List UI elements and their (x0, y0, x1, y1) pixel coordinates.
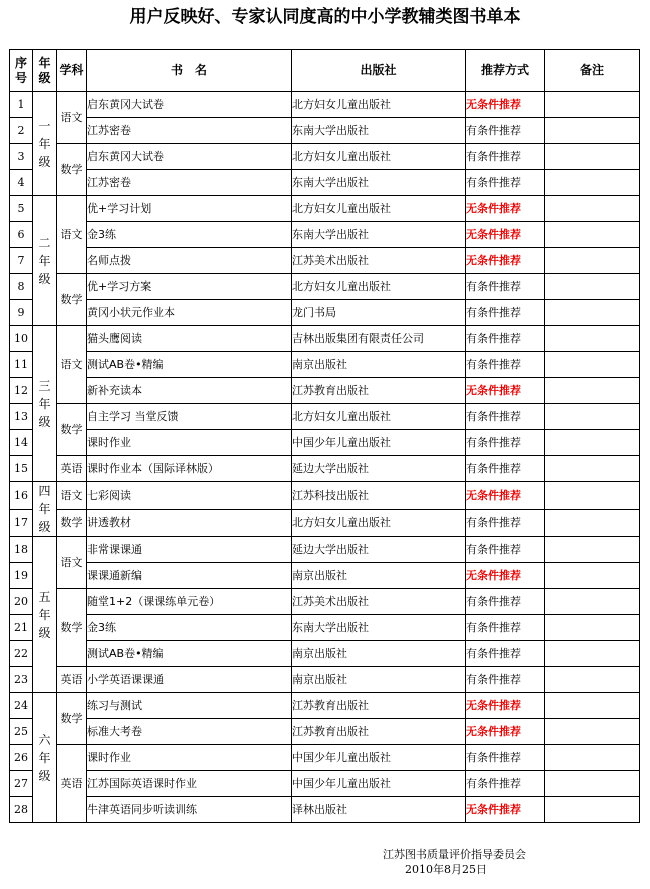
row-num: 3 (10, 144, 33, 170)
row-num: 22 (10, 641, 33, 667)
recommend-cell: 有条件推荐 (466, 771, 545, 797)
note-cell (545, 771, 640, 797)
table-row (10, 274, 640, 300)
table-row (10, 196, 640, 222)
note-cell (545, 719, 640, 745)
book-title: 标准大考卷 (87, 719, 292, 745)
table-row (10, 300, 640, 326)
header-subject: 学科 (57, 50, 87, 92)
publisher-cell: 北方妇女儿童出版社 (292, 509, 466, 537)
recommend-cell: 无条件推荐 (466, 693, 545, 719)
row-num: 14 (10, 430, 33, 456)
note-cell (545, 300, 640, 326)
table-row (10, 509, 640, 537)
header-book: 书 名 (87, 50, 292, 92)
row-num: 7 (10, 248, 33, 274)
recommend-cell: 无条件推荐 (466, 482, 545, 510)
row-num: 23 (10, 667, 33, 693)
header-num: 序号 (10, 50, 33, 92)
recommend-cell: 有条件推荐 (466, 326, 545, 352)
row-num: 6 (10, 222, 33, 248)
table-row (10, 693, 640, 719)
table-row (10, 404, 640, 430)
grade-cell: 一年级 (33, 92, 57, 196)
row-num: 19 (10, 563, 33, 589)
table-row (10, 248, 640, 274)
table-row (10, 589, 640, 615)
table-row (10, 352, 640, 378)
row-num: 26 (10, 745, 33, 771)
note-cell (545, 745, 640, 771)
table-row (10, 563, 640, 589)
book-title: 优+学习计划 (87, 196, 292, 222)
row-num: 28 (10, 797, 33, 823)
publisher-cell: 北方妇女儿童出版社 (292, 144, 466, 170)
note-cell (545, 563, 640, 589)
book-title: 自主学习 当堂反馈 (87, 404, 292, 430)
note-cell (545, 797, 640, 823)
note-cell (545, 615, 640, 641)
table-row (10, 667, 640, 693)
recommend-cell: 无条件推荐 (466, 563, 545, 589)
note-cell (545, 274, 640, 300)
table-row (10, 170, 640, 196)
publisher-cell: 北方妇女儿童出版社 (292, 404, 466, 430)
note-cell (545, 667, 640, 693)
recommend-cell: 无条件推荐 (466, 797, 545, 823)
note-cell (545, 430, 640, 456)
publisher-cell: 南京出版社 (292, 667, 466, 693)
recommend-cell: 有条件推荐 (466, 589, 545, 615)
table-row (10, 378, 640, 404)
publisher-cell: 中国少年儿童出版社 (292, 771, 466, 797)
note-cell (545, 170, 640, 196)
book-title: 启东黄冈大试卷 (87, 144, 292, 170)
row-num: 4 (10, 170, 33, 196)
row-num: 21 (10, 615, 33, 641)
book-title: 名师点拨 (87, 248, 292, 274)
book-title: 七彩阅读 (87, 482, 292, 510)
book-title: 课时作业 (87, 430, 292, 456)
note-cell (545, 378, 640, 404)
recommend-cell: 有条件推荐 (466, 274, 545, 300)
row-num: 9 (10, 300, 33, 326)
note-cell (545, 482, 640, 510)
row-num: 16 (10, 482, 33, 510)
row-num: 20 (10, 589, 33, 615)
book-list-table (9, 49, 640, 823)
header-note: 备注 (545, 50, 640, 92)
table-row (10, 771, 640, 797)
book-title: 江苏密卷 (87, 170, 292, 196)
recommend-cell: 无条件推荐 (466, 92, 545, 118)
publisher-cell: 吉林出版集团有限责任公司 (292, 326, 466, 352)
row-num: 25 (10, 719, 33, 745)
row-num: 8 (10, 274, 33, 300)
table-row (10, 615, 640, 641)
publisher-cell: 南京出版社 (292, 563, 466, 589)
publisher-cell: 中国少年儿童出版社 (292, 745, 466, 771)
note-cell (545, 92, 640, 118)
recommend-cell: 有条件推荐 (466, 641, 545, 667)
publisher-cell: 北方妇女儿童出版社 (292, 274, 466, 300)
footer-date: 2010年8月25日 (405, 863, 487, 876)
row-num: 18 (10, 537, 33, 563)
grade-cell: 四年级 (33, 482, 57, 537)
publisher-cell: 东南大学出版社 (292, 222, 466, 248)
row-num: 1 (10, 92, 33, 118)
row-num: 5 (10, 196, 33, 222)
grade-cell: 六年级 (33, 693, 57, 823)
note-cell (545, 222, 640, 248)
book-title: 优+学习方案 (87, 274, 292, 300)
recommend-cell: 无条件推荐 (466, 719, 545, 745)
recommend-cell: 有条件推荐 (466, 615, 545, 641)
row-num: 12 (10, 378, 33, 404)
book-title: 测试AB卷•精编 (87, 641, 292, 667)
note-cell (545, 509, 640, 537)
book-title: 金3练 (87, 615, 292, 641)
table-row (10, 456, 640, 482)
recommend-cell: 有条件推荐 (466, 745, 545, 771)
row-num: 27 (10, 771, 33, 797)
publisher-cell: 江苏教育出版社 (292, 719, 466, 745)
grade-cell: 二年级 (33, 196, 57, 326)
subject-cell: 数学 (57, 693, 87, 745)
publisher-cell: 南京出版社 (292, 641, 466, 667)
recommend-cell: 无条件推荐 (466, 222, 545, 248)
subject-cell: 语文 (57, 537, 87, 589)
publisher-cell: 东南大学出版社 (292, 170, 466, 196)
subject-cell: 数学 (57, 404, 87, 456)
recommend-cell: 有条件推荐 (466, 352, 545, 378)
note-cell (545, 693, 640, 719)
note-cell (545, 248, 640, 274)
note-cell (545, 456, 640, 482)
table-row (10, 430, 640, 456)
recommend-cell: 有条件推荐 (466, 430, 545, 456)
table-row (10, 482, 640, 510)
recommend-cell: 有条件推荐 (466, 118, 545, 144)
note-cell (545, 641, 640, 667)
subject-cell: 数学 (57, 274, 87, 326)
page-title: 用户反映好、专家认同度高的中小学教辅类图书单本 (129, 7, 521, 27)
row-num: 15 (10, 456, 33, 482)
subject-cell: 数学 (57, 509, 87, 537)
subject-cell: 英语 (57, 745, 87, 823)
note-cell (545, 144, 640, 170)
book-title: 课时作业本（国际译林版） (87, 456, 292, 482)
table-row (10, 144, 640, 170)
note-cell (545, 537, 640, 563)
book-title: 金3练 (87, 222, 292, 248)
publisher-cell: 延边大学出版社 (292, 537, 466, 563)
table-header-row (10, 50, 640, 92)
book-title: 练习与测试 (87, 693, 292, 719)
recommend-cell: 有条件推荐 (466, 300, 545, 326)
note-cell (545, 326, 640, 352)
table-row (10, 745, 640, 771)
publisher-cell: 江苏美术出版社 (292, 248, 466, 274)
table-row (10, 326, 640, 352)
subject-cell: 英语 (57, 667, 87, 693)
header-grade: 年级 (33, 50, 57, 92)
row-num: 10 (10, 326, 33, 352)
book-title: 小学英语课课通 (87, 667, 292, 693)
publisher-cell: 江苏教育出版社 (292, 693, 466, 719)
subject-cell: 语文 (57, 326, 87, 404)
recommend-cell: 无条件推荐 (466, 248, 545, 274)
recommend-cell: 有条件推荐 (466, 456, 545, 482)
table-row (10, 118, 640, 144)
publisher-cell: 北方妇女儿童出版社 (292, 92, 466, 118)
publisher-cell: 北方妇女儿童出版社 (292, 196, 466, 222)
table-row (10, 641, 640, 667)
subject-cell: 语文 (57, 92, 87, 144)
recommend-cell: 有条件推荐 (466, 667, 545, 693)
subject-cell: 数学 (57, 144, 87, 196)
recommend-cell: 有条件推荐 (466, 509, 545, 537)
publisher-cell: 东南大学出版社 (292, 615, 466, 641)
row-num: 13 (10, 404, 33, 430)
publisher-cell: 南京出版社 (292, 352, 466, 378)
publisher-cell: 延边大学出版社 (292, 456, 466, 482)
subject-cell: 数学 (57, 589, 87, 667)
note-cell (545, 118, 640, 144)
recommend-cell: 有条件推荐 (466, 404, 545, 430)
note-cell (545, 589, 640, 615)
recommend-cell: 有条件推荐 (466, 170, 545, 196)
note-cell (545, 404, 640, 430)
note-cell (545, 196, 640, 222)
grade-cell: 三年级 (33, 326, 57, 482)
row-num: 2 (10, 118, 33, 144)
footer-organization: 江苏图书质量评价指导委员会 (383, 848, 526, 861)
publisher-cell: 江苏科技出版社 (292, 482, 466, 510)
book-title: 课时作业 (87, 745, 292, 771)
subject-cell: 语文 (57, 482, 87, 510)
recommend-cell: 无条件推荐 (466, 378, 545, 404)
book-title: 黄冈小状元作业本 (87, 300, 292, 326)
row-num: 17 (10, 509, 33, 537)
book-title: 江苏国际英语课时作业 (87, 771, 292, 797)
table-row (10, 222, 640, 248)
book-title: 新补充读本 (87, 378, 292, 404)
book-title: 课课通新编 (87, 563, 292, 589)
book-title: 牛津英语同步听读训练 (87, 797, 292, 823)
recommend-cell: 有条件推荐 (466, 144, 545, 170)
recommend-cell: 无条件推荐 (466, 196, 545, 222)
row-num: 11 (10, 352, 33, 378)
subject-cell: 英语 (57, 456, 87, 482)
publisher-cell: 东南大学出版社 (292, 118, 466, 144)
grade-cell: 五年级 (33, 537, 57, 693)
row-num: 24 (10, 693, 33, 719)
book-title: 江苏密卷 (87, 118, 292, 144)
book-title: 启东黄冈大试卷 (87, 92, 292, 118)
book-title: 测试AB卷•精编 (87, 352, 292, 378)
publisher-cell: 译林出版社 (292, 797, 466, 823)
publisher-cell: 中国少年儿童出版社 (292, 430, 466, 456)
table-row (10, 719, 640, 745)
table-row (10, 797, 640, 823)
table-row (10, 92, 640, 118)
publisher-cell: 龙门书局 (292, 300, 466, 326)
publisher-cell: 江苏美术出版社 (292, 589, 466, 615)
book-title: 非常课课通 (87, 537, 292, 563)
recommend-cell: 有条件推荐 (466, 537, 545, 563)
subject-cell: 语文 (57, 196, 87, 274)
header-recommend: 推荐方式 (466, 50, 545, 92)
book-title: 猫头鹰阅读 (87, 326, 292, 352)
book-title: 讲透教材 (87, 509, 292, 537)
publisher-cell: 江苏教育出版社 (292, 378, 466, 404)
header-publisher: 出版社 (292, 50, 466, 92)
note-cell (545, 352, 640, 378)
book-title: 随堂1+2（课课练单元卷） (87, 589, 292, 615)
table-row (10, 537, 640, 563)
